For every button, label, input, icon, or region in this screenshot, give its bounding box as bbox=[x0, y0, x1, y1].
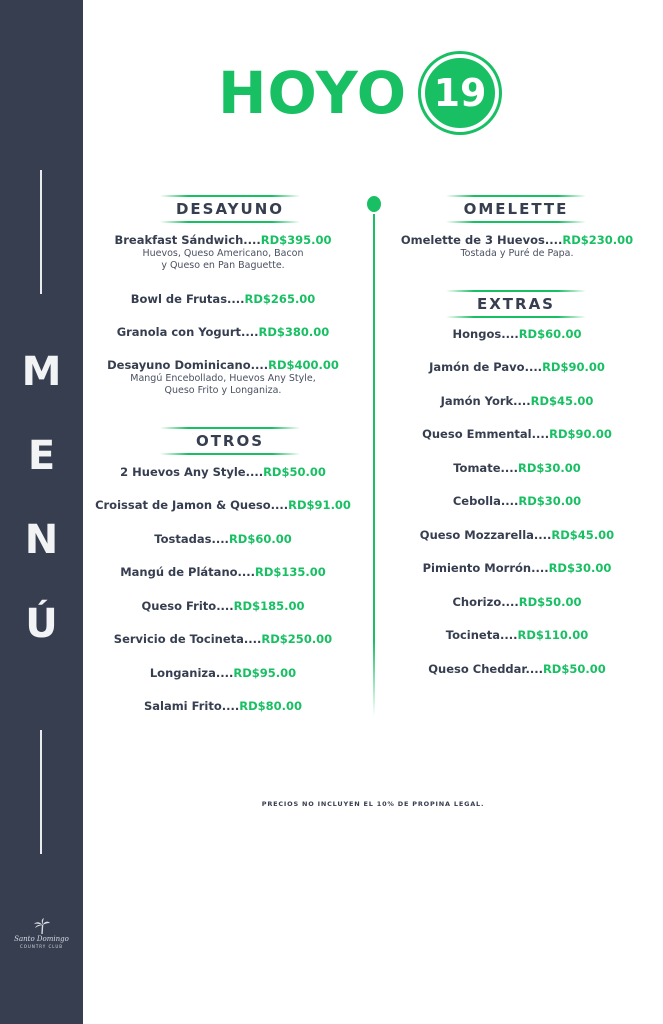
club-logo-caps: COUNTRY CLUB bbox=[19, 944, 64, 949]
section-heading-desayuno bbox=[160, 195, 300, 223]
menu-item: Chorizo....RD$50.00 bbox=[452, 595, 582, 609]
item-name: Tostadas bbox=[154, 532, 212, 546]
item-name: Breakfast Sándwich bbox=[114, 233, 244, 247]
menu-item: Croissat de Jamon & Queso....RD$91.00 bbox=[95, 498, 351, 512]
item-name: Queso Cheddar bbox=[428, 662, 526, 676]
hoyo-19-logo bbox=[218, 56, 499, 130]
section-heading-otros bbox=[160, 427, 300, 455]
menu-item: Servicio de Tocineta....RD$250.00 bbox=[113, 632, 333, 646]
sidebar bbox=[0, 0, 83, 1024]
menu-letter: Ú bbox=[25, 601, 58, 647]
menu-item: Queso Cheddar....RD$50.00 bbox=[428, 662, 606, 676]
item-name: Tomate bbox=[453, 461, 501, 475]
menu-item: Tomate....RD$30.00 bbox=[453, 461, 581, 475]
menu-item: Hongos....RD$60.00 bbox=[452, 327, 582, 341]
item-description: Queso Frito y Longaniza. bbox=[164, 385, 282, 396]
item-price: RD$110.00 bbox=[517, 628, 589, 642]
menu-item: Granola con Yogurt....RD$380.00 bbox=[116, 325, 330, 339]
sidebar-divider-top bbox=[40, 170, 42, 294]
item-description: y Queso en Pan Baguette. bbox=[161, 260, 285, 271]
column-divider bbox=[373, 214, 375, 716]
item-price: RD$30.00 bbox=[548, 561, 612, 575]
item-price: RD$265.00 bbox=[244, 292, 316, 306]
item-price: RD$185.00 bbox=[233, 599, 305, 613]
menu-item: Cebolla....RD$30.00 bbox=[452, 494, 582, 508]
menu-item: Breakfast Sándwich....RD$395.00 Huevos, Queso Americano, Bacon y Queso en Pan Baguette. bbox=[83, 229, 363, 272]
item-name: Hongos bbox=[452, 327, 502, 341]
item-name: Chorizo bbox=[452, 595, 502, 609]
menu-letter: M bbox=[21, 349, 62, 395]
item-price: RD$60.00 bbox=[228, 532, 292, 546]
item-name: Bowl de Frutas bbox=[130, 292, 228, 306]
menu-item: 2 Huevos Any Style....RD$50.00 bbox=[120, 465, 326, 479]
club-logo-script: Santo Domingo bbox=[14, 935, 69, 943]
sidebar-divider-bottom bbox=[40, 730, 42, 854]
item-price: RD$30.00 bbox=[517, 461, 581, 475]
club-logo bbox=[8, 918, 75, 950]
menu-vertical-title bbox=[0, 345, 83, 681]
menu-item: Mangú de Plátano....RD$135.00 bbox=[120, 565, 326, 579]
menu-item: Tocineta....RD$110.00 bbox=[445, 628, 589, 642]
item-name: Salami Frito bbox=[143, 699, 222, 713]
menu-item: Desayuno Dominicano....RD$400.00 Mangú Encebollado, Huevos Any Style, Queso Frito y Longaniza. bbox=[83, 354, 363, 397]
item-price: RD$90.00 bbox=[549, 427, 612, 441]
item-name: Jamón de Pavo bbox=[429, 360, 525, 374]
item-description: Huevos, Queso Americano, Bacon bbox=[142, 248, 304, 259]
menu-item: Salami Frito....RD$80.00 bbox=[143, 699, 303, 713]
item-price: RD$91.00 bbox=[288, 498, 351, 512]
brand-number-badge bbox=[421, 54, 499, 132]
item-price: RD$30.00 bbox=[518, 494, 582, 508]
section-heading-extras bbox=[446, 290, 586, 318]
section-title: DESAYUNO bbox=[175, 200, 285, 218]
item-name: 2 Huevos Any Style bbox=[120, 465, 246, 479]
item-name: Desayuno Dominicano bbox=[107, 358, 251, 372]
item-price: RD$95.00 bbox=[233, 666, 297, 680]
item-price: RD$50.00 bbox=[518, 595, 582, 609]
section-title: OTROS bbox=[195, 432, 265, 450]
menu-letter: E bbox=[27, 433, 56, 479]
item-price: RD$50.00 bbox=[263, 465, 326, 479]
item-description: Tostada y Puré de Papa. bbox=[460, 248, 574, 259]
section-title: EXTRAS bbox=[476, 295, 555, 313]
menu-item: Omelette de 3 Huevos....RD$230.00 Tostada y Puré de Papa. bbox=[386, 229, 648, 260]
menu-item: Pimiento Morrón....RD$30.00 bbox=[422, 561, 612, 575]
item-name: Jamón York bbox=[440, 394, 514, 408]
item-price: RD$50.00 bbox=[542, 662, 606, 676]
item-name: Queso Mozzarella bbox=[419, 528, 534, 542]
brand-number: 19 bbox=[433, 71, 487, 115]
menu-item: Jamón de Pavo....RD$90.00 bbox=[429, 360, 605, 374]
item-price: RD$230.00 bbox=[562, 233, 634, 247]
item-name: Omelette de 3 Huevos bbox=[400, 233, 545, 247]
menu-item: Queso Emmental....RD$90.00 bbox=[422, 427, 612, 441]
item-name: Mangú de Plátano bbox=[120, 565, 238, 579]
item-price: RD$135.00 bbox=[255, 565, 326, 579]
menu-letter: N bbox=[24, 517, 59, 563]
menu-item: Longaniza....RD$95.00 bbox=[149, 666, 297, 680]
golf-ball-icon bbox=[367, 196, 381, 212]
item-price: RD$380.00 bbox=[258, 325, 330, 339]
item-name: Cebolla bbox=[452, 494, 501, 508]
item-price: RD$45.00 bbox=[530, 394, 594, 408]
menu-item: Queso Mozzarella....RD$45.00 bbox=[419, 528, 615, 542]
item-price: RD$400.00 bbox=[268, 358, 339, 372]
menu-item: Tostadas....RD$60.00 bbox=[154, 532, 292, 546]
item-name: Queso Emmental bbox=[422, 427, 532, 441]
item-name: Granola con Yogurt bbox=[116, 325, 242, 339]
menu-item: Queso Frito....RD$185.00 bbox=[141, 599, 305, 613]
item-price: RD$80.00 bbox=[239, 699, 303, 713]
item-name: Servicio de Tocineta bbox=[113, 632, 244, 646]
item-name: Queso Frito bbox=[141, 599, 217, 613]
menu-item: Bowl de Frutas....RD$265.00 bbox=[130, 292, 316, 306]
tip-footnote: PRECIOS NO INCLUYEN EL 10% DE PROPINA LEGAL. bbox=[261, 800, 485, 808]
brand-word: HOYO bbox=[218, 59, 408, 127]
item-price: RD$60.00 bbox=[518, 327, 582, 341]
item-name: Pimiento Morrón bbox=[422, 561, 532, 575]
item-name: Tocineta bbox=[445, 628, 500, 642]
section-heading-omelette bbox=[446, 195, 586, 223]
item-description: Mangú Encebollado, Huevos Any Style, bbox=[130, 373, 316, 384]
palm-tree-icon bbox=[32, 918, 52, 934]
item-name: Longaniza bbox=[149, 666, 216, 680]
item-price: RD$90.00 bbox=[542, 360, 605, 374]
section-title: OMELETTE bbox=[463, 200, 569, 218]
menu-item: Jamón York....RD$45.00 bbox=[440, 394, 594, 408]
item-price: RD$45.00 bbox=[551, 528, 615, 542]
item-price: RD$250.00 bbox=[261, 632, 333, 646]
item-price: RD$395.00 bbox=[260, 233, 332, 247]
item-name: Croissat de Jamon & Queso bbox=[95, 498, 271, 512]
